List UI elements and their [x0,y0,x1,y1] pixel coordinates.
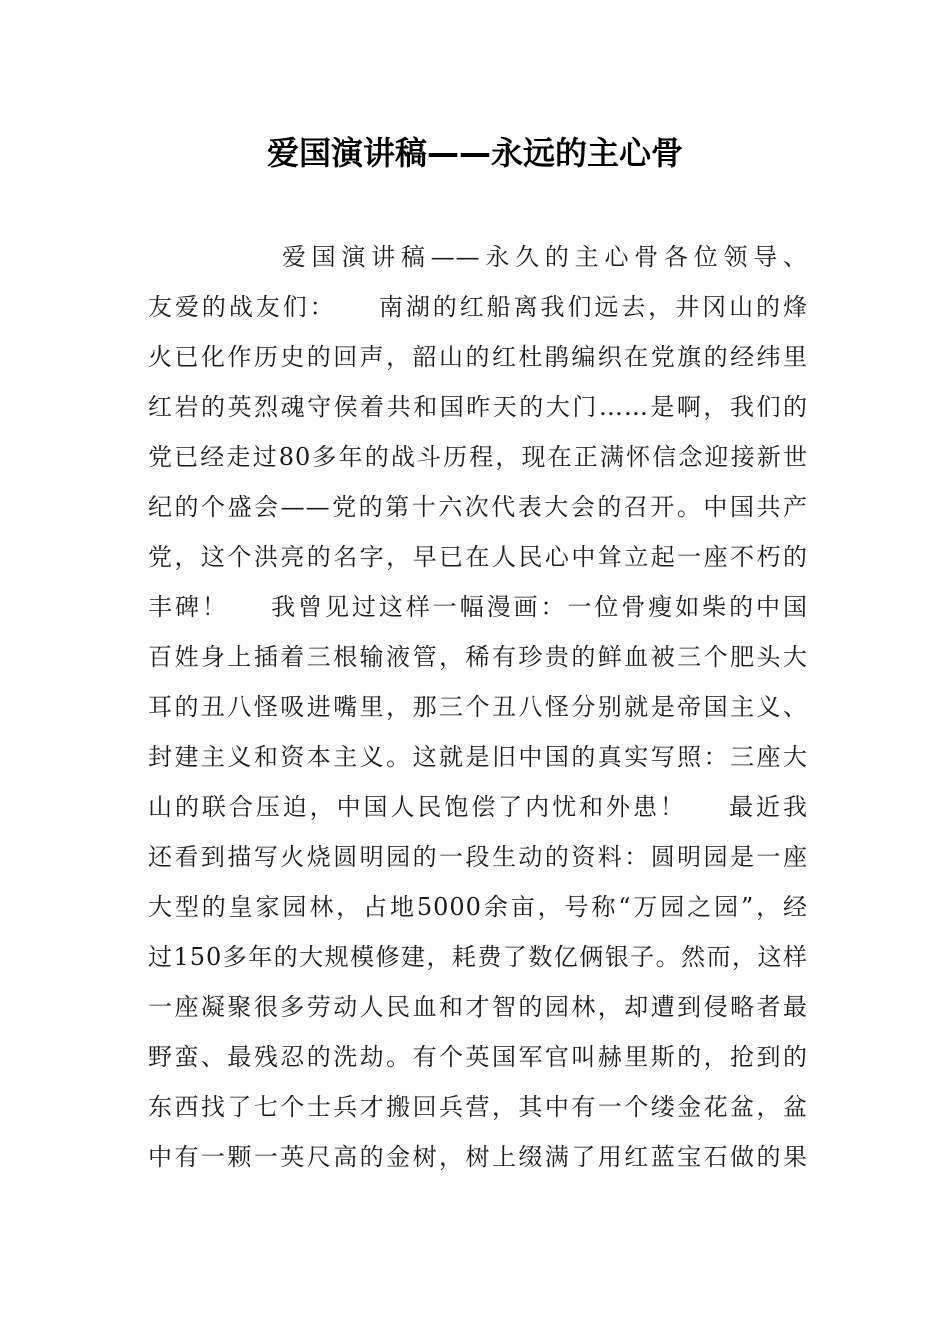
body-line: 野蛮、最残忍的洗劫。有个英国军官叫赫里斯的，抢到的 [148,1043,808,1071]
body-line: 党已经走过80多年的战斗历程，现在正满怀信念迎接新世 [148,443,808,471]
body-line: 党，这个洪亮的名字，早已在人民心中耸立起一座不朽的 [148,543,808,571]
body-line: 还看到描写火烧圆明园的一段生动的资料：圆明园是一座 [148,843,808,871]
body-line: 耳的丑八怪吸进嘴里，那三个丑八怪分别就是帝国主义、 [148,693,808,721]
body-line: 封建主义和资本主义。这就是旧中国的真实写照：三座大 [148,743,808,771]
document-title: 爱国演讲稿——永远的主心骨 [266,134,683,172]
body-line: 过150多年的大规模修建，耗费了数亿俩银子。然而，这样 [148,943,808,971]
body-line: 火已化作历史的回声，韶山的红杜鹃编织在党旗的经纬里 [148,343,808,371]
body-line: 红岩的英烈魂守侯着共和国昨天的大门……是啊，我们的 [148,393,808,421]
document-body [148,232,808,1182]
body-line: 纪的个盛会——党的第十六次代表大会的召开。中国共产 [148,493,808,521]
body-line: 百姓身上插着三根输液管，稀有珍贵的鲜血被三个肥头大 [148,643,808,671]
body-line: 山的联合压迫，中国人民饱偿了内忧和外患！ 最近我 [148,793,808,821]
body-line: 丰碑！ 我曾见过这样一幅漫画：一位骨瘦如柴的中国 [148,593,808,621]
body-line: 爱国演讲稿——永久的主心骨各位领导、 [148,243,808,271]
body-line: 友爱的战友们： 南湖的红船离我们远去，井冈山的烽 [148,293,808,321]
body-line: 大型的皇家园林，占地5000余亩，号称“万园之园”，经 [148,893,808,921]
body-line: 东西找了七个士兵才搬回兵营，其中有一个缕金花盆，盆 [148,1093,808,1121]
body-line: 一座凝聚很多劳动人民血和才智的园林，却遭到侵略者最 [148,993,808,1021]
body-line: 中有一颗一英尺高的金树，树上缀满了用红蓝宝石做的果 [148,1143,808,1171]
